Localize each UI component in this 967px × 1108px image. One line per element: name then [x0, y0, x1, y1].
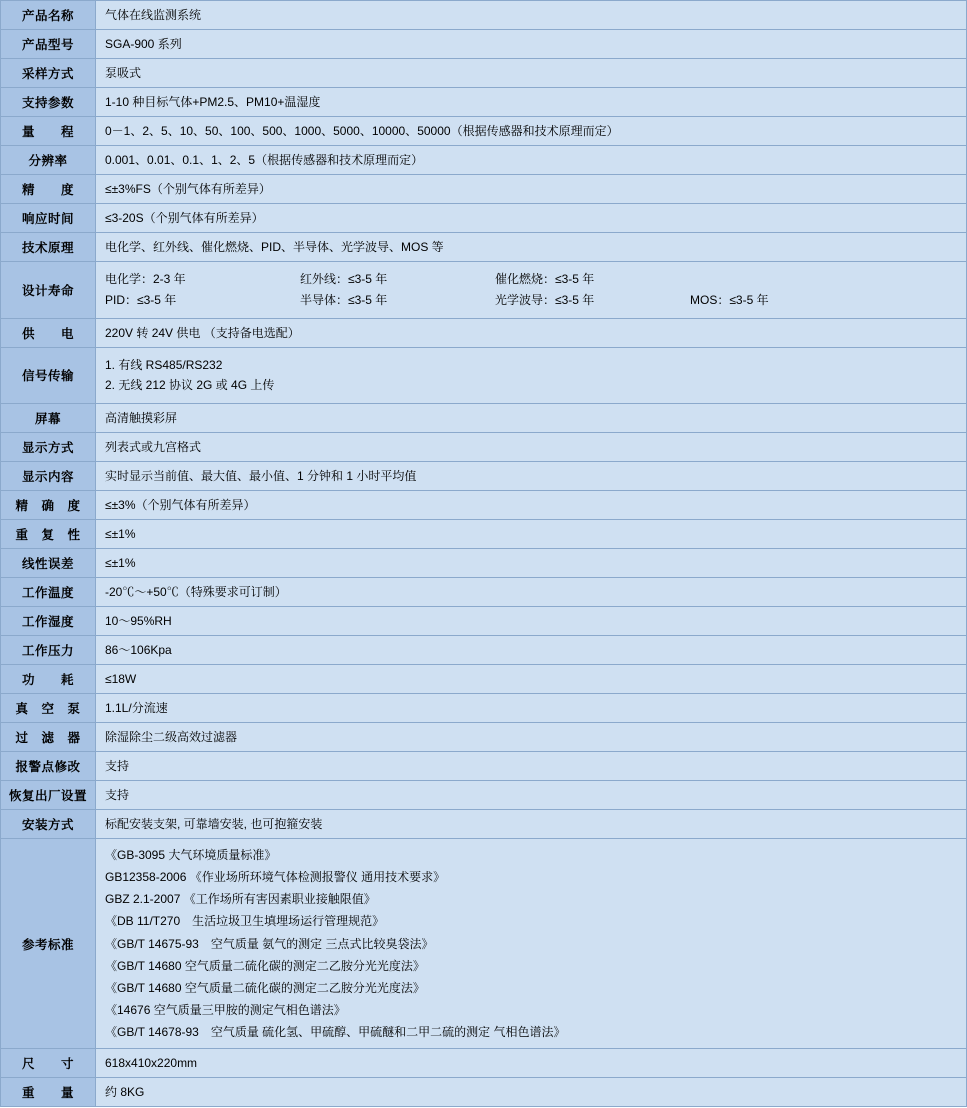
row-value: 10～95%RH — [96, 606, 967, 635]
standard-item: GBZ 2.1-2007 《工作场所有害因素职业接触限值》 — [105, 892, 376, 907]
table-row — [1, 117, 967, 146]
row-value: 约 8KG — [96, 1078, 967, 1107]
table-row — [1, 693, 967, 722]
lifespan-cell: PID：≤3-5 年 — [105, 293, 177, 307]
signal-line: 2. 无线 212 协议 2G 或 4G 上传 — [105, 378, 275, 393]
lifespan-cell: MOS：≤3-5 年 — [690, 293, 769, 307]
row-label: 工作压力 — [1, 635, 96, 664]
table-row — [1, 88, 967, 117]
lifespan-cell: 电化学：2-3 年 — [105, 272, 186, 286]
lifespan-cell: 催化燃烧：≤3-5 年 — [495, 272, 595, 286]
table-row — [1, 809, 967, 838]
row-value: 实时显示当前值、最大值、最小值、1 分钟和 1 小时平均值 — [96, 461, 967, 490]
row-label: 恢复出厂设置 — [1, 780, 96, 809]
row-label: 过 滤 器 — [1, 722, 96, 751]
row-label: 支持参数 — [1, 88, 96, 117]
row-value — [96, 348, 967, 404]
table-row — [1, 606, 967, 635]
row-value: 支持 — [96, 751, 967, 780]
standard-item: 《GB/T 14678-93 空气质量 硫化氢、甲硫醇、甲硫醚和二甲二硫的测定 气相色谱法》 — [105, 1025, 566, 1040]
row-label: 分辨率 — [1, 146, 96, 175]
table-row — [1, 175, 967, 204]
table-row — [1, 548, 967, 577]
row-label: 重 量 — [1, 1078, 96, 1107]
table-row — [1, 461, 967, 490]
table-row — [1, 664, 967, 693]
row-value: ≤±3%FS（个别气体有所差异） — [96, 175, 967, 204]
row-value: SGA-900 系列 — [96, 30, 967, 59]
lifespan-cell: 半导体：≤3-5 年 — [300, 293, 388, 307]
table-row — [1, 403, 967, 432]
table-row — [1, 30, 967, 59]
row-label: 报警点修改 — [1, 751, 96, 780]
table-row — [1, 1, 967, 30]
row-label: 线性误差 — [1, 548, 96, 577]
row-label: 重 复 性 — [1, 519, 96, 548]
row-label: 供 电 — [1, 319, 96, 348]
row-value: 1-10 种目标气体+PM2.5、PM10+温湿度 — [96, 88, 967, 117]
row-label: 精 度 — [1, 175, 96, 204]
row-value: 泵吸式 — [96, 59, 967, 88]
row-value: 支持 — [96, 780, 967, 809]
row-label: 屏幕 — [1, 403, 96, 432]
row-value: 标配安装支架, 可靠墙安装, 也可抱箍安装 — [96, 809, 967, 838]
table-row-signal — [1, 348, 967, 404]
row-value: 气体在线监测系统 — [96, 1, 967, 30]
table-row — [1, 204, 967, 233]
lifespan-cell: 光学波导：≤3-5 年 — [495, 293, 595, 307]
row-label: 响应时间 — [1, 204, 96, 233]
row-value: ≤±1% — [96, 519, 967, 548]
standard-item: 《GB/T 14675-93 空气质量 氨气的测定 三点式比较臭袋法》 — [105, 936, 434, 951]
row-label: 精 确 度 — [1, 490, 96, 519]
table-row — [1, 490, 967, 519]
table-row — [1, 519, 967, 548]
lifespan-grid — [105, 269, 960, 311]
row-label: 显示内容 — [1, 461, 96, 490]
signal-line: 1. 有线 RS485/RS232 — [105, 358, 223, 372]
row-label: 功 耗 — [1, 664, 96, 693]
row-value: ≤3-20S（个别气体有所差异） — [96, 204, 967, 233]
row-value: ≤±3%（个别气体有所差异） — [96, 490, 967, 519]
row-value: 1.1L/分流速 — [96, 693, 967, 722]
row-value: 0－1、2、5、10、50、100、500、1000、5000、10000、50000（根据传感器和技术原理而定） — [96, 117, 967, 146]
row-value: -20℃～+50℃（特殊要求可订制） — [96, 577, 967, 606]
row-value: 220V 转 24V 供电 （支持备电选配） — [96, 319, 967, 348]
row-value: 0.001、0.01、0.1、1、2、5（根据传感器和技术原理而定） — [96, 146, 967, 175]
row-value: 列表式或九宫格式 — [96, 432, 967, 461]
row-label: 参考标准 — [1, 838, 96, 1049]
row-value: 高清触摸彩屏 — [96, 403, 967, 432]
row-label: 安装方式 — [1, 809, 96, 838]
lifespan-cell: 红外线：≤3-5 年 — [300, 272, 388, 286]
row-label: 真 空 泵 — [1, 693, 96, 722]
row-label: 工作温度 — [1, 577, 96, 606]
lifespan-row — [105, 269, 960, 290]
standard-item: 《14676 空气质量三甲胺的测定气相色谱法》 — [105, 1003, 346, 1018]
row-value: ≤±1% — [96, 548, 967, 577]
table-row-standards — [1, 838, 967, 1049]
row-label: 量 程 — [1, 117, 96, 146]
lifespan-row — [105, 290, 960, 311]
standard-item: 《DB 11/T270 生活垃圾卫生填埋场运行管理规范》 — [105, 914, 385, 929]
row-label: 信号传输 — [1, 348, 96, 404]
row-value — [96, 838, 967, 1049]
row-value: 86～106Kpa — [96, 635, 967, 664]
row-value: 除湿除尘二级高效过滤器 — [96, 722, 967, 751]
table-row — [1, 577, 967, 606]
row-label: 采样方式 — [1, 59, 96, 88]
table-row-lifespan — [1, 262, 967, 319]
table-row — [1, 233, 967, 262]
table-row — [1, 59, 967, 88]
row-label: 技术原理 — [1, 233, 96, 262]
row-label: 尺 寸 — [1, 1049, 96, 1078]
table-row — [1, 319, 967, 348]
standard-item: 《GB/T 14680 空气质量二硫化碳的测定二乙胺分光光度法》 — [105, 980, 425, 995]
standard-item: 《GB/T 14680 空气质量二硫化碳的测定二乙胺分光光度法》 — [105, 958, 425, 973]
row-value: 618x410x220mm — [96, 1049, 967, 1078]
table-row — [1, 635, 967, 664]
row-value: 电化学、红外线、催化燃烧、PID、半导体、光学波导、MOS 等 — [96, 233, 967, 262]
table-row — [1, 780, 967, 809]
standard-item: 《GB-3095 大气环境质量标准》 — [105, 847, 277, 862]
table-row — [1, 722, 967, 751]
row-label: 显示方式 — [1, 432, 96, 461]
row-label: 产品型号 — [1, 30, 96, 59]
row-label: 设计寿命 — [1, 262, 96, 319]
row-label: 产品名称 — [1, 1, 96, 30]
table-row — [1, 1049, 967, 1078]
row-value — [96, 262, 967, 319]
table-row — [1, 146, 967, 175]
spec-table-body — [1, 1, 967, 1107]
table-row — [1, 432, 967, 461]
row-value: ≤18W — [96, 664, 967, 693]
table-row — [1, 1078, 967, 1107]
row-label: 工作湿度 — [1, 606, 96, 635]
standard-item: GB12358-2006 《作业场所环境气体检测报警仪 通用技术要求》 — [105, 869, 446, 884]
table-row — [1, 751, 967, 780]
